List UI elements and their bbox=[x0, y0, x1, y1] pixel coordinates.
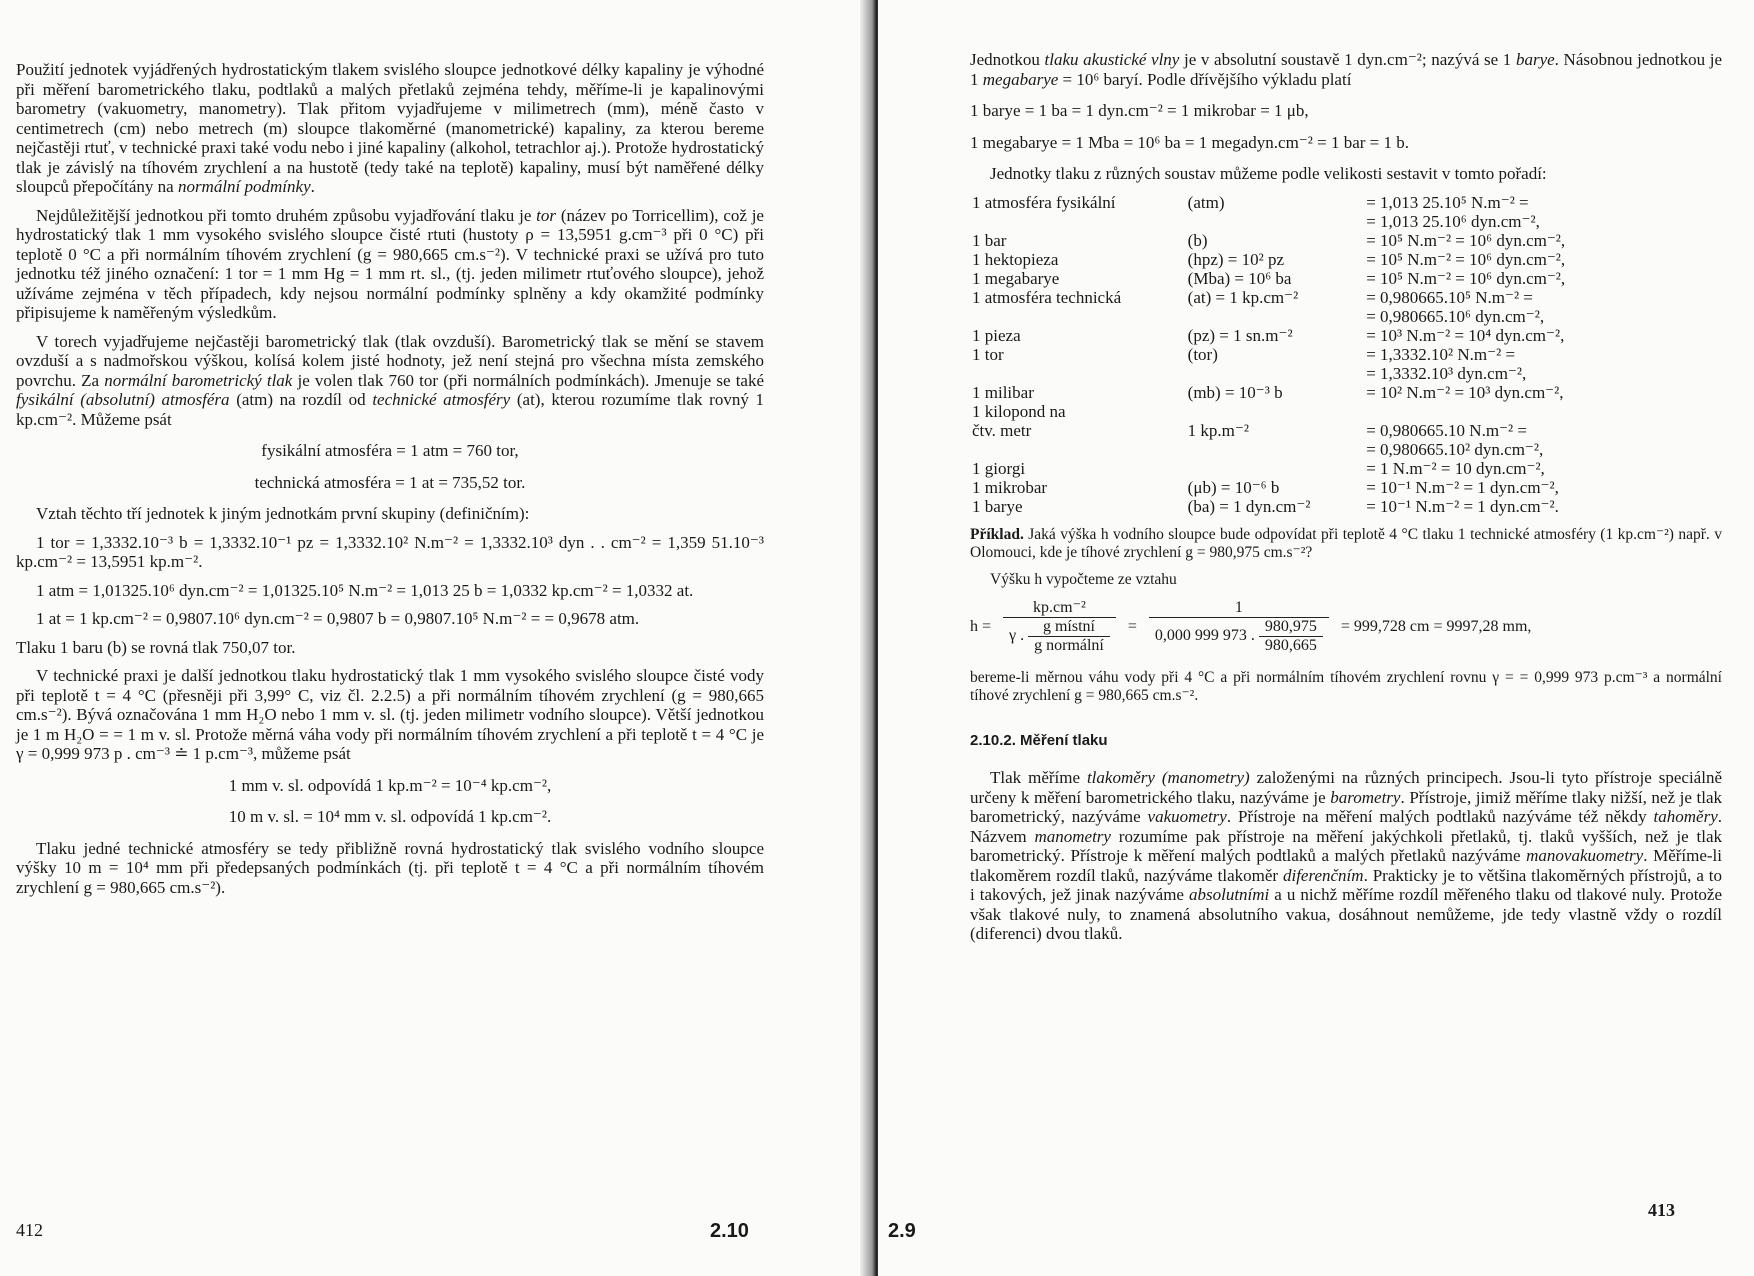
unit-symbol-cell: 1 kp.m⁻² bbox=[1187, 420, 1249, 440]
unit-value-cell: = 10⁵ N.m⁻² = 10⁶ dyn.cm⁻², bbox=[1366, 249, 1566, 269]
units-table bbox=[970, 193, 1650, 516]
equation-result: = 999,728 cm = 9997,28 mm, bbox=[1340, 617, 1532, 635]
unit-symbol-cell: (tor) bbox=[1187, 344, 1218, 364]
units-table-row bbox=[970, 231, 1650, 250]
unit-value-cell: = 0,980665.10⁶ dyn.cm⁻², bbox=[1366, 306, 1545, 326]
units-table-row bbox=[970, 497, 1650, 516]
unit-symbol-cell: (b) bbox=[1187, 230, 1208, 250]
page-number: 412 bbox=[16, 1220, 43, 1240]
example-text: Výšku h vypočteme ze vztahu bbox=[990, 570, 1177, 588]
units-table-row bbox=[970, 288, 1650, 307]
paragraph: Vztah těchto tří jednotek k jiným jednotkám první skupiny (definičním): bbox=[36, 504, 530, 523]
equation-lhs: h = bbox=[970, 617, 992, 635]
unit-name-cell: 1 tor bbox=[972, 344, 1004, 364]
paragraph: Nejdůležitější jednotkou při tomto druhém způsobu vyjadřování tlaku je tor (název po Torricellim), což je hydrostatický tlak 1 mm vysokého svislého sloupce čisté rtuti (hustoty ρ = 13,5951 g.cm⁻³ při 0 °C) při teplotě 0 °C a při normálním tíhovém zrychlení (g = 980,665 cm.s⁻²). V technické praxi se užívá pro tuto jednotku též jiného označení: 1 tor = 1 mm Hg = 1 mm rt. sl., (tj. jeden milimetr rtuťového sloupce), jehož užíváme zejména v těch případech, kdy nejsou normální podmínky splněny a kdy okamžité podmínky připisujeme k naměřeným výsledkům. bbox=[16, 205, 764, 322]
equation: 1 barye = 1 ba = 1 dyn.cm⁻² = 1 mikrobar = 1 μb, bbox=[970, 101, 1309, 120]
unit-name-cell bbox=[970, 212, 1186, 231]
units-table-row bbox=[970, 307, 1650, 326]
unit-name-cell: 1 pieza bbox=[972, 325, 1021, 345]
unit-value-cell: = 1,3332.10² N.m⁻² = bbox=[1366, 344, 1516, 364]
equation: 1 tor = 1,3332.10⁻³ b = 1,3332.10⁻¹ pz = 1,3332.10² N.m⁻² = 1,3332.10³ dyn . . cm⁻² = 1,359 51.10⁻³ kp.cm⁻² = 13,5951 kp.m⁻². bbox=[16, 532, 764, 571]
unit-symbol-cell: (pz) = 1 sn.m⁻² bbox=[1187, 325, 1293, 345]
unit-symbol-cell: (mb) = 10⁻³ b bbox=[1187, 382, 1283, 402]
unit-symbol-cell: (μb) = 10⁻⁶ b bbox=[1187, 477, 1280, 497]
units-table-row bbox=[970, 421, 1650, 440]
unit-symbol-cell bbox=[1186, 402, 1365, 421]
equation: 1 megabarye = 1 Mba = 10⁶ ba = 1 megadyn.cm⁻² = 1 bar = 1 b. bbox=[970, 132, 1409, 152]
equation: 10 m v. sl. = 10⁴ mm v. sl. odpovídá 1 kp.cm⁻². bbox=[228, 807, 552, 826]
unit-symbol-cell: (atm) bbox=[1187, 192, 1225, 212]
units-table-row bbox=[970, 478, 1650, 497]
unit-value-cell: = 10² N.m⁻² = 10³ dyn.cm⁻², bbox=[1366, 382, 1564, 402]
unit-value-cell: = 1,013 25.10⁵ N.m⁻² = bbox=[1366, 192, 1529, 212]
units-table-row bbox=[970, 345, 1650, 364]
unit-value-cell: = 1 N.m⁻² = 10 dyn.cm⁻², bbox=[1366, 458, 1545, 478]
right-page-text bbox=[970, 50, 1722, 953]
unit-value-cell bbox=[1364, 402, 1650, 421]
units-table-row bbox=[970, 402, 1650, 421]
units-table-row bbox=[970, 193, 1650, 212]
equation: 1 atm = 1,01325.10⁶ dyn.cm⁻² = 1,01325.10⁵ N.m⁻² = 1,013 25 b = 1,0332 kp.cm⁻² = 1,0332 at. bbox=[36, 580, 694, 600]
units-table-row bbox=[970, 250, 1650, 269]
unit-name-cell: 1 atmosféra technická bbox=[972, 287, 1122, 307]
unit-symbol-cell: (at) = 1 kp.cm⁻² bbox=[1187, 287, 1299, 307]
unit-symbol-cell bbox=[1186, 307, 1365, 326]
unit-value-cell: = 0,980665.10⁵ N.m⁻² = bbox=[1366, 287, 1533, 307]
fraction-equation bbox=[970, 599, 1722, 655]
unit-name-cell: 1 mikrobar bbox=[972, 477, 1048, 497]
unit-value-cell: = 0,980665.10 N.m⁻² = bbox=[1366, 420, 1527, 440]
paragraph: Jednotky tlaku z různých soustav můžeme podle velikosti sestavit v tomto pořadí: bbox=[990, 164, 1547, 183]
unit-value-cell: = 10⁵ N.m⁻² = 10⁶ dyn.cm⁻², bbox=[1366, 230, 1566, 250]
unit-value-cell: = 1,3332.10³ dyn.cm⁻², bbox=[1366, 363, 1527, 383]
paragraph: V torech vyjadřujeme nejčastěji barometrický tlak (tlak ovzduší). Barometrický tlak se mění se stavem ovzduší a s nadmořskou výškou, kolísá kolem jisté hodnoty, jež není stejná pro všechna místa zemského povrchu. Za normální barometrický tlak je volen tlak 760 tor (při normálních podmínkách). Jmenuje se také fysikální (absolutní) atmosféra (atm) na rozdíl od technické atmosféry (at), kterou rozumíme tlak rovný 1 kp.cm⁻². Můžeme psát bbox=[16, 331, 765, 429]
unit-name-cell bbox=[970, 440, 1186, 459]
unit-symbol-cell: (Mba) = 10⁶ ba bbox=[1187, 268, 1292, 288]
unit-name-cell: 1 bar bbox=[972, 230, 1007, 250]
unit-symbol-cell bbox=[1186, 364, 1365, 383]
paragraph: Použití jednotek vyjádřených hydrostatickým tlakem svislého sloupce jednotkové délky kapaliny je výhodné při měření barometrického tlaku, podtlaků a malých přetlaků zejména tehdy, měříme-li je kapalinovými barometry (vakuometry, manometry). Tlak přitom vyjadřujeme v milimetrech (mm), méně často v centimetrech (cm) nebo metrech (m) sloupce tlakoměrné (manometrické) kapaliny, za kterou bereme nejčastěji rtuť, v technické praxi také vodu nebo i jiné kapaliny (alkohol, tetrachlor aj.). Protože hydrostatický tlak je závislý na tíhovém zrychlení a na hustotě (tedy také na teplotě) kapaliny, musí být naměřené délky sloupců přepočítány na normální podmínky. bbox=[16, 60, 764, 196]
unit-name-cell bbox=[970, 364, 1186, 383]
section-number: 2.10 bbox=[710, 1220, 749, 1242]
paragraph: Tlaku jedné technické atmosféry se tedy přibližně rovná hydrostatický tlak svislého vodního sloupce výšky 10 m = 10⁴ mm při předepsaných podmínkách (tj. při teplotě t = 4 °C a při normálním tíhovém zrychlení g = 980,665 cm.s⁻²). bbox=[16, 838, 764, 897]
paragraph: Tlak měříme tlakoměry (manometry) založenými na různých principech. Jsou-li tyto přístroje speciálně určeny k měření barometrického tlaku, nazýváme je barometry. Přístroje, jimiž měříme tlaky nižší, než je tlak barometrický, nazýváme vakuometry. Přístroje na měření malých podtlaků nazýváme též někdy tahoměry. Názvem manometry rozumíme pak přístroje na měření jakýchkoli přetlaků, tj. tlaků vyšších, než je tlak barometrický. Přístroje k měření malých podtlaků a malých přetlaků nazýváme manovakuometry. Měříme-li tlakoměrem rozdíl tlaků, nazýváme tlakoměr diferenčním. Prakticky je to většina tlakoměrných přístrojů, a to i takových, jež jinak nazýváme absolutními a u nichž měříme rozdíl měřeného tlaku od tlakové nuly. Protože však tlakové nuly, to znamená absolutního vakua, dosáhnout nemůžeme, jde tedy vlastně vždy o rozdíl (diferenci) dvou tlaků. bbox=[970, 768, 1723, 943]
fraction-denominator: 0,000 999 973 . $\frac{980,975}{980,665}$ bbox=[1149, 618, 1329, 655]
units-table-row bbox=[970, 383, 1650, 402]
left-page bbox=[0, 0, 870, 1276]
units-table-row bbox=[970, 326, 1650, 345]
unit-symbol-cell bbox=[1186, 212, 1365, 231]
paragraph: V technické praxi je další jednotkou tlaku hydrostatický tlak 1 mm vysokého svislého sloupce čisté vody při teplotě t = 4 °C (přesněji při 3,99° C, viz čl. 2.2.5) a při normálním tíhovém zrychlení (g = 980,665 cm.s⁻²). Bývá označována 1 mm H₂O nebo 1 mm v. sl. (tj. jeden milimetr vodního sloupce). Větší jednotkou je 1 m H₂O = = 1 m v. sl. Protože měrná váha vody při normálním tíhovém zrychlení a při teplotě t = 4 °C je γ = 0,999 973 p . cm⁻³ ≐ 1 p.cm⁻³, můžeme psát bbox=[16, 666, 764, 763]
example-text: bereme-li měrnou váhu vody při 4 °C a při normálním tíhovém zrychlení rovnu γ = = 0,999 973 p.cm⁻³ a normální tíhové zrychlení g = 980,665 cm.s⁻². bbox=[970, 668, 1722, 704]
units-table-row bbox=[970, 459, 1650, 478]
units-table-row bbox=[970, 269, 1650, 288]
fraction-numerator: 1 bbox=[1149, 599, 1329, 618]
unit-symbol-cell bbox=[1186, 459, 1365, 478]
example-text: Příklad. Jaká výška h vodního sloupce bude odpovídat při teplotě 4 °C tlaku 1 technické atmosféry (1 kp.cm⁻²) např. v Olomouci, kde je tíhové zrychlení g = 980,975 cm.s⁻²? bbox=[970, 525, 1722, 561]
unit-name-cell: 1 hektopieza bbox=[972, 249, 1059, 269]
unit-value-cell: = 10⁻¹ N.m⁻² = 1 dyn.cm⁻², bbox=[1366, 477, 1559, 497]
unit-name-cell: čtv. metr bbox=[972, 420, 1032, 440]
unit-value-cell: = 10⁵ N.m⁻² = 10⁶ dyn.cm⁻², bbox=[1366, 268, 1566, 288]
fraction-denominator: γ . $\frac{\text{g místní}}{\text{g normální}}$ bbox=[1003, 618, 1116, 655]
unit-value-cell: = 0,980665.10² dyn.cm⁻², bbox=[1366, 439, 1544, 459]
unit-name-cell: 1 atmosféra fysikální bbox=[972, 192, 1116, 212]
units-table-row bbox=[970, 364, 1650, 383]
equation: fysikální atmosféra = 1 atm = 760 tor, bbox=[261, 441, 519, 460]
unit-name-cell bbox=[970, 307, 1186, 326]
fraction-numerator: kp.cm⁻² bbox=[1003, 599, 1116, 618]
paragraph: Tlaku 1 baru (b) se rovná tlak 750,07 tor. bbox=[16, 637, 296, 657]
example bbox=[970, 526, 1722, 705]
unit-value-cell: = 10⁻¹ N.m⁻² = 1 dyn.cm⁻². bbox=[1366, 496, 1559, 516]
units-table-row bbox=[970, 440, 1650, 459]
fraction bbox=[1149, 599, 1329, 655]
paragraph: Jednotkou tlaku akustické vlny je v absolutní soustavě 1 dyn.cm⁻²; nazývá se 1 barye. Násobnou jednotkou je 1 megabarye = 10⁶ baryí. Podle dřívějšího výkladu platí bbox=[970, 50, 1723, 89]
unit-name-cell: 1 giorgi bbox=[972, 458, 1026, 478]
unit-name-cell: 1 kilopond na bbox=[972, 401, 1066, 421]
equation: technická atmosféra = 1 at = 735,52 tor. bbox=[254, 472, 526, 492]
equation: 1 mm v. sl. odpovídá 1 kp.m⁻² = 10⁻⁴ kp.cm⁻², bbox=[228, 775, 552, 795]
right-page bbox=[878, 0, 1754, 1276]
units-table-row bbox=[970, 212, 1650, 231]
unit-name-cell: 1 megabarye bbox=[972, 268, 1060, 288]
section-number: 2.9 bbox=[888, 1220, 916, 1242]
equals-sign: = bbox=[1127, 617, 1137, 635]
left-page-text bbox=[16, 60, 764, 906]
equation: 1 at = 1 kp.cm⁻² = 0,9807.10⁶ dyn.cm⁻² = 0,9807 b = 0,9807.10⁵ N.m⁻² = = 0,9678 atm. bbox=[36, 609, 640, 628]
page-number: 413 bbox=[1648, 1200, 1675, 1220]
section-heading: 2.10.2. Měření tlaku bbox=[970, 731, 1108, 749]
unit-value-cell: = 10³ N.m⁻² = 10⁴ dyn.cm⁻², bbox=[1366, 325, 1565, 345]
unit-value-cell: = 1,013 25.10⁶ dyn.cm⁻², bbox=[1366, 211, 1540, 231]
unit-symbol-cell: (ba) = 1 dyn.cm⁻² bbox=[1187, 496, 1311, 516]
unit-symbol-cell bbox=[1186, 440, 1365, 459]
fraction bbox=[1003, 599, 1116, 655]
unit-name-cell: 1 barye bbox=[972, 496, 1023, 516]
unit-name-cell: 1 milibar bbox=[972, 382, 1034, 402]
unit-symbol-cell: (hpz) = 10² pz bbox=[1187, 249, 1285, 269]
